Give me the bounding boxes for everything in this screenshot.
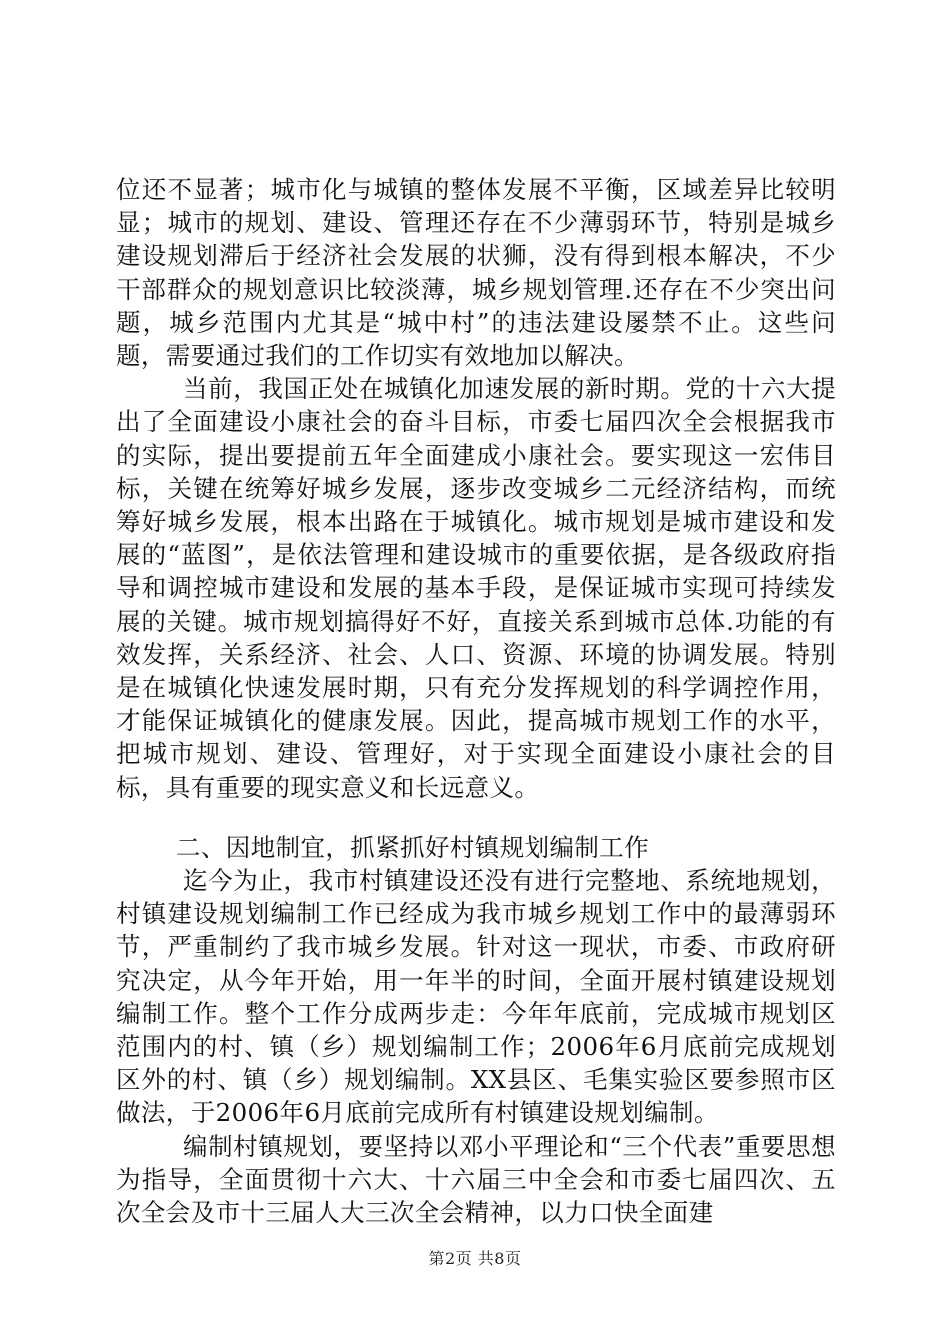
paragraph-continuation: 位还不显著；城市化与城镇的整体发展不平衡，区域差异比较明显；城市的规划、建设、管理还存在不少薄弱环节，特别是城乡建设规划滞后于经济社会发展的状狮，没有得到根本解决，不少干部群众的规划意识比较淡薄，城乡规划管理.还存在不少突出问题，城乡范围内尤其是“城中村”的违法建设屡禁不止。这些问题，需要通过我们的工作切实有效地加以解决。 xyxy=(116,175,836,371)
section-heading: 二、因地制宜，抓紧抓好村镇规划编制工作 xyxy=(176,832,650,862)
paragraph-urbanization-period: 当前，我国正处在城镇化加速发展的新时期。党的十六大提出了全面建设小康社会的奋斗目标，市委七届四次全会根据我市的实际，提出要提前五年全面建成小康社会。要实现这一宏伟目标，关键在统筹好城乡发展，逐步改变城乡二元经济结构，而统筹好城乡发展，根本出路在于城镇化。城市规划是城市建设和发展的“蓝图”，是依法管理和建设城市的重要依据，是各级政府指导和调控城市建设和发展的基本手段，是保证城市实现可持续发展的关键。城市规划搞得好不好，直接关系到城市总体.功能的有效发挥，关系经济、社会、人口、资源、环境的协调发展。特别是在城镇化快速发展时期，只有充分发挥规划的科学调控作用，才能保证城镇化的健康发展。因此，提高城市规划工作的水平，把城市规划、建设、管理好，对于实现全面建设小康社会的目标，具有重要的现实意义和长远意义。 xyxy=(116,374,836,802)
document-body xyxy=(116,173,836,1229)
page-number-footer: 第2页 共8页 xyxy=(428,1249,522,1268)
paragraph-village-planning: 迄今为止，我市村镇建设还没有进行完整地、系统地规划，村镇建设规划编制工作已经成为我市城乡规划工作中的最薄弱环节，严重制约了我市城乡发展。针对这一现状，市委、市政府研究决定，从今年开始，用一年半的时间，全面开展村镇建设规划编制工作。整个工作分成两步走：今年年底前，完成城市规划区范围内的村、镇（乡）规划编制工作；2006年6月底前完成规划区外的村、镇（乡）规划编制。XX县区、毛集实验区要参照市区做法，于2006年6月底前完成所有村镇建设规划编制。 xyxy=(116,866,836,1128)
paragraph-planning-guidance: 编制村镇规划，要坚持以邓小平理论和“三个代表”重要思想为指导，全面贯彻十六大、十六届三中全会和市委七届四次、五次全会及市十三届人大三次全会精神，以力口快全面建 xyxy=(116,1131,836,1228)
